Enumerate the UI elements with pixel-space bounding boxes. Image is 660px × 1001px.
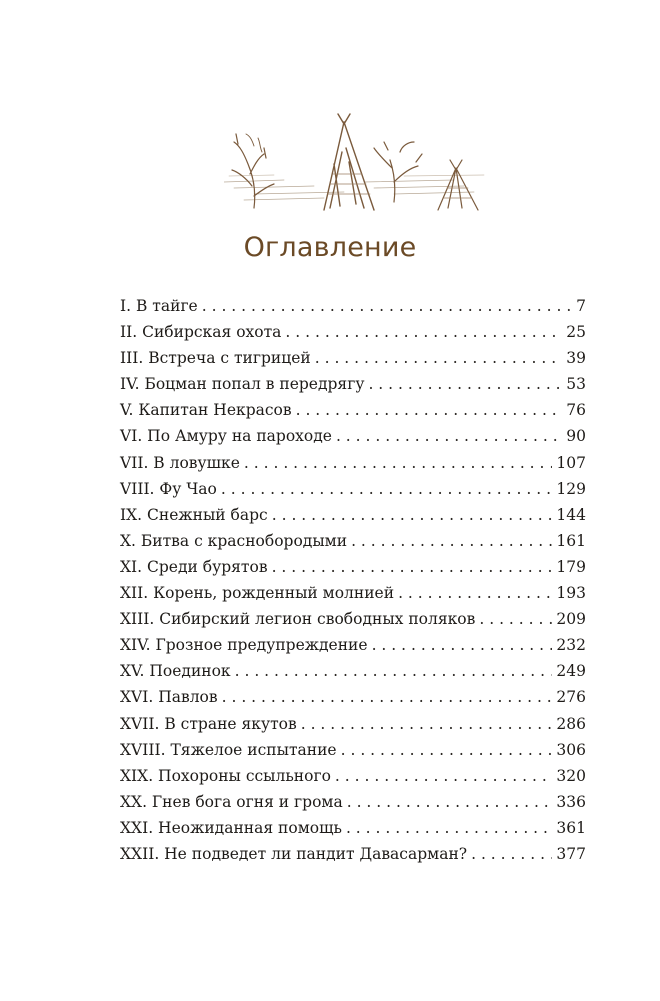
toc-chapter-title: XVI. Павлов [120,688,218,707]
toc-entry [120,789,586,815]
toc-entry [120,684,586,710]
toc-dot-leader [335,763,552,789]
toc-chapter-title: X. Битва с краснобородыми [120,531,348,550]
toc-dot-leader [296,397,563,423]
toc-page-number: 76 [566,401,586,420]
toc-page-number: 336 [556,792,586,811]
toc-dot-leader [221,476,553,502]
toc-page-number: 107 [556,453,586,472]
toc-entry [120,711,586,737]
toc-chapter-title: V. Капитан Некрасов [120,401,292,420]
toc-page-number: 90 [566,427,586,446]
toc-page-number: 179 [556,557,586,576]
toc-dot-leader [346,815,552,841]
toc-page-number: 144 [556,505,586,524]
toc-entry [120,554,586,580]
toc-page-number: 161 [556,531,586,550]
toc-dot-leader [398,580,552,606]
toc-page-number: 53 [566,375,586,394]
toc-dot-leader [272,554,553,580]
toc-chapter-title: III. Встреча с тигрицей [120,349,311,368]
toc-entry [120,528,586,554]
toc-chapter-title: XIII. Сибирский легион свободных поляков [120,610,476,629]
toc-dot-leader [341,737,553,763]
toc-dot-leader [351,528,552,554]
toc-entry [120,841,586,867]
toc-page-number: 209 [556,610,586,629]
toc-entry [120,423,586,449]
toc-dot-leader [202,293,572,319]
toc-page-number: 39 [566,349,586,368]
toc-entry [120,763,586,789]
toc-entry [120,293,586,319]
toc-dot-leader [272,502,553,528]
toc-dot-leader [235,658,553,684]
toc-entry [120,658,586,684]
toc-page-number: 377 [556,844,586,863]
toc-page-number: 320 [556,766,586,785]
toc-entry [120,345,586,371]
toc-entry [120,815,586,841]
toc-chapter-title: XX. Гнев бога огня и грома [120,792,343,811]
toc-page-number: 232 [556,636,586,655]
toc-entry [120,737,586,763]
toc-page-number: 193 [556,584,586,603]
toc-entry [120,502,586,528]
toc-chapter-title: XV. Поединок [120,662,231,681]
toc-chapter-title: IX. Снежный барс [120,505,268,524]
toc-dot-leader [315,345,563,371]
toc-entry [120,397,586,423]
toc-entry [120,606,586,632]
toc-dot-leader [222,684,553,710]
toc-chapter-title: I. В тайге [120,297,198,315]
toc-dot-leader [479,606,552,632]
toc-dot-leader [372,632,553,658]
toc-page-number: 361 [556,818,586,837]
toc-dot-leader [368,371,562,397]
toc-chapter-title: XI. Среди бурятов [120,557,268,576]
toc-chapter-title: XXII. Не подведет ли пандит Давасарман? [120,844,468,863]
toc-entry [120,450,586,476]
toc-dot-leader [285,319,562,345]
toc-dot-leader [301,711,553,737]
toc-dot-leader [347,789,553,815]
toc-dot-leader [244,450,553,476]
toc-page-number: 129 [556,479,586,498]
toc-page-number: 286 [556,714,586,733]
toc-chapter-title: XVIII. Тяжелое испытание [120,740,337,759]
toc-page-number: 249 [556,662,586,681]
toc-entry [120,476,586,502]
toc-chapter-title: VII. В ловушке [120,453,240,472]
toc-chapter-title: XVII. В стране якутов [120,714,297,733]
toc-chapter-title: XIX. Похороны ссыльного [120,766,331,785]
toc-entry [120,580,586,606]
toc-page-number: 276 [556,688,586,707]
taiga-tents-sketch-icon [224,112,490,216]
toc-page-number: 25 [566,323,586,342]
toc-chapter-title: IV. Боцман попал в передрягу [120,375,365,394]
toc-chapter-title: XIV. Грозное предупреждение [120,636,368,655]
toc-chapter-title: VIII. Фу Чао [120,479,217,498]
toc-chapter-title: XII. Корень, рожденный молнией [120,584,395,603]
toc-chapter-title: XXI. Неожиданная помощь [120,818,342,837]
table-of-contents [120,293,586,867]
toc-entry [120,319,586,345]
toc-page-number: 306 [556,740,586,759]
toc-chapter-title: VI. По Амуру на пароходе [120,427,332,446]
toc-entry [120,632,586,658]
toc-dot-leader [471,841,552,867]
toc-chapter-title: II. Сибирская охота [120,323,282,342]
toc-entry [120,371,586,397]
toc-page-number: 7 [576,297,586,315]
page-title: Оглавление [243,232,417,263]
toc-dot-leader [336,423,562,449]
